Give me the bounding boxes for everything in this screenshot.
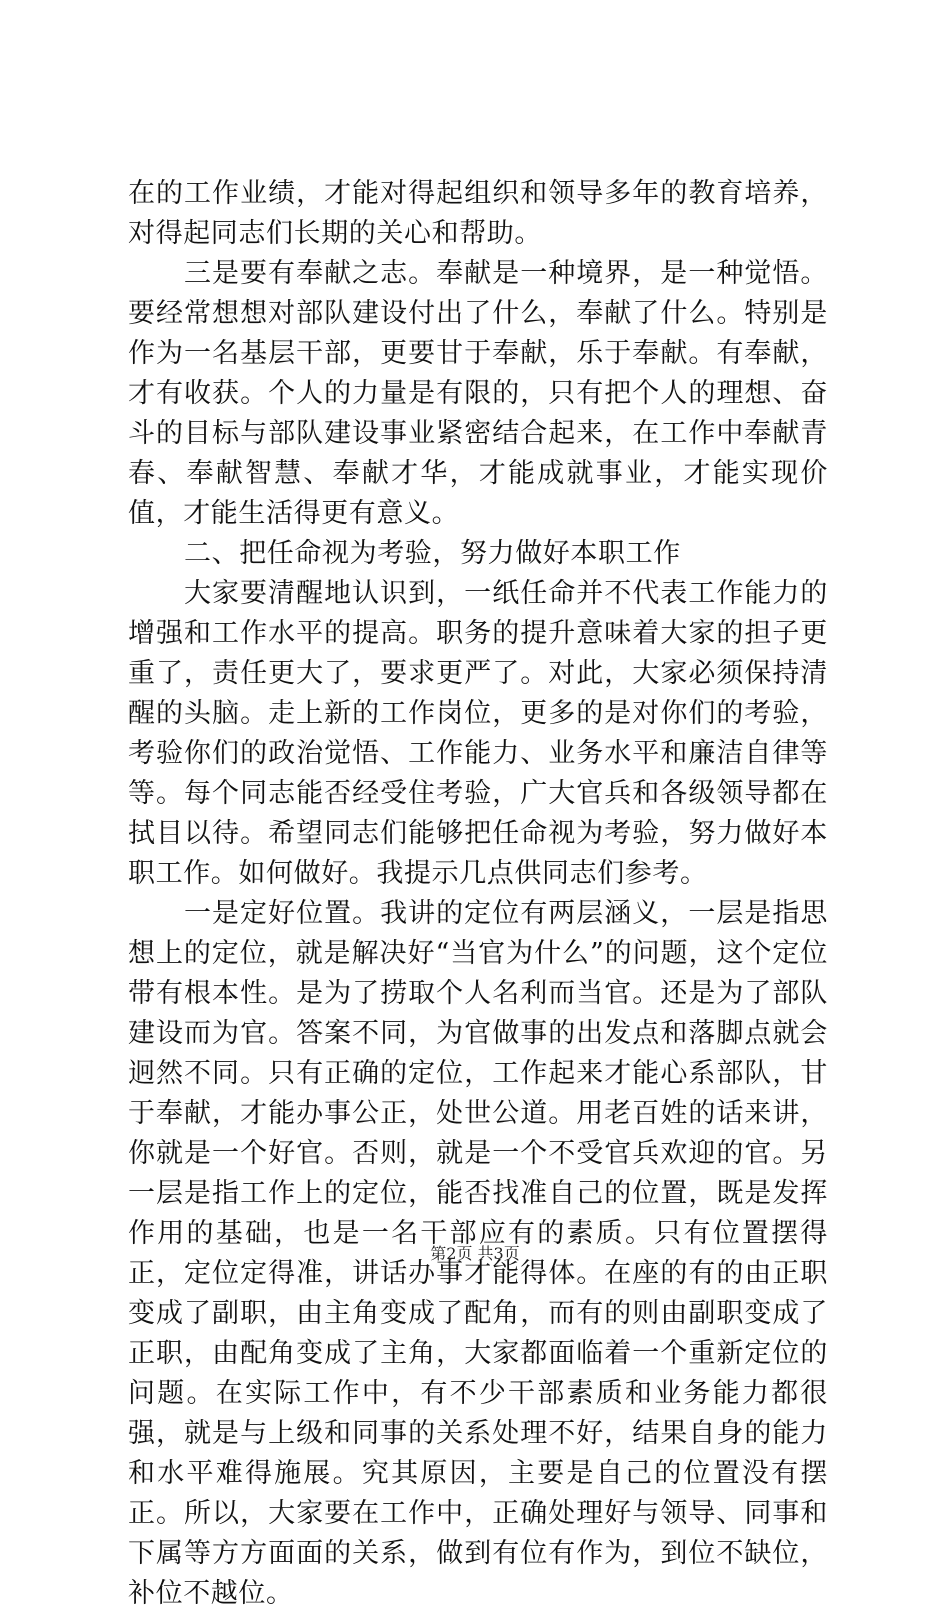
- paragraph-positioning: 一是定好位置。我讲的定位有两层涵义，一层是指思想上的定位，就是解决好“当官为什么”的问题，这个定位带有根本性。是为了捞取个人名利而当官。还是为了部队建设而为官。答案不同，为官做事的出发点和落脚点就会迥然不同。只有正确的定位，工作起来才能心系部队，甘于奉献，才能办事公正，处世公道。用老百姓的话来讲，你就是一个好官。否则，就是一个不受官兵欢迎的官。另一层是指工作上的定位，能否找准自己的位置，既是发挥作用的基础，也是一名干部应有的素质。只有位置摆得正，定位定得准，讲话办事才能得体。在座的有的由正职变成了副职，由主角变成了配角，而有的则由副职变成了正职，由配角变成了主角，大家都面临着一个重新定位的问题。在实际工作中，有不少干部素质和业务能力都很强，就是与上级和同事的关系处理不好，结果自身的能力和水平难得施展。究其原因，主要是自己的位置没有摆正。所以，大家要在工作中，正确处理好与领导、同事和下属等方方面面的关系，做到有位有作为，到位不缺位，补位不越位。: [128, 898, 828, 1609]
- section-heading: 二、把任命视为考验，努力做好本职工作: [184, 538, 681, 569]
- paragraph-appointment-test: 大家要清醒地认识到，一纸任命并不代表工作能力的增强和工作水平的提高。职务的提升意味着大家的担子更重了，责任更大了，要求更严了。对此，大家必须保持清醒的头脑。走上新的工作岗位，更多的是对你们的考验，考验你们的政治觉悟、工作能力、业务水平和廉洁自律等等。每个同志能否经受住考验，广大官兵和各级领导都在拭目以待。希望同志们能够把任命视为考验，努力做好本职工作。如何做好。我提示几点供同志们参考。: [128, 578, 828, 889]
- page-number: 第2页 共3页: [430, 1244, 520, 1263]
- paragraph-continuation: 在的工作业绩，才能对得起组织和领导多年的教育培养，对得起同志们长期的关心和帮助。: [128, 178, 828, 249]
- paragraph-dedication: 三是要有奉献之志。奉献是一种境界，是一种觉悟。要经常想想对部队建设付出了什么，奉献了什么。特别是作为一名基层干部，更要甘于奉献，乐于奉献。有奉献，才有收获。个人的力量是有限的，只有把个人的理想、奋斗的目标与部队建设事业紧密结合起来，在工作中奉献青春、奉献智慧、奉献才华，才能成就事业，才能实现价值，才能生活得更有意义。: [128, 258, 828, 529]
- document-body: [128, 174, 828, 1614]
